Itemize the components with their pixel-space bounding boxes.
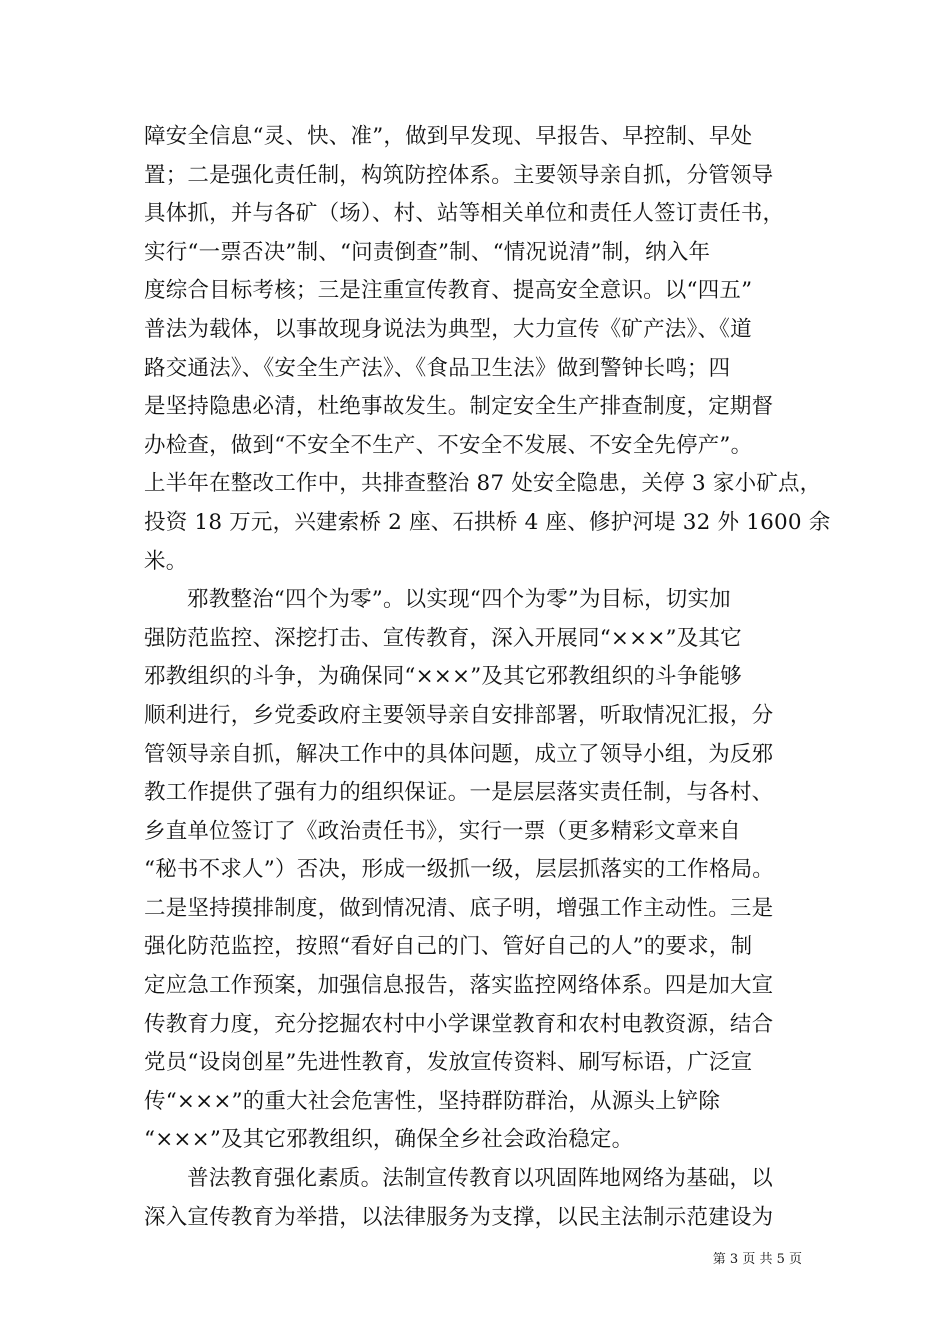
text-line: 办检查，做到“不安全不生产、不安全不发展、不安全先停产”。 [144,432,753,458]
page-footer: 第 3 页 共 5 页 [712,1252,802,1267]
paragraph-start-line: 邪教整治“四个为零”。以实现“四个为零”为目标，切实加 [187,587,731,613]
text-line: 顺利进行，乡党委政府主要领导亲自安排部署，听取情况汇报，分 [144,702,774,728]
text-line: 置；二是强化责任制，构筑防控体系。主要领导亲自抓，分管领导 [144,162,774,188]
text-line: 具体抓，并与各矿（场）、村、站等相关单位和责任人签订责任书， [144,201,785,227]
text-line: 教工作提供了强有力的组织保证。一是层层落实责任制，与各村、 [144,780,774,806]
text-line: 米。 [144,548,188,574]
text-line: 传教育力度，充分挖掘农村中小学课堂教育和农村电教资源，结合 [144,1011,774,1037]
text-line: 普法为载体，以事故现身说法为典型，大力宣传《矿产法》、《道 [144,316,752,342]
text-line: 邪教组织的斗争，为确保同“×××”及其它邪教组织的斗争能够 [144,664,742,690]
text-line: 管领导亲自抓，解决工作中的具体问题，成立了领导小组，为反邪 [144,741,774,767]
text-line: 乡直单位签订了《政治责任书》，实行一票（更多精彩文章来自 [144,818,741,844]
text-line: 传“×××”的重大社会危害性，坚持群防群治，从源头上铲除 [144,1088,721,1114]
text-line: 实行“一票否决”制、“问责倒查”制、“情况说清”制，纳入年 [144,239,711,265]
text-line: “×××”及其它邪教组织，确保全乡社会政治稳定。 [144,1127,634,1153]
text-line: 路交通法》、《安全生产法》、《食品卫生法》做到警钟长鸣；四 [144,355,731,381]
text-line: 二是坚持摸排制度，做到情况清、底子明，增强工作主动性。三是 [144,895,774,921]
text-line: 定应急工作预案，加强信息报告，落实监控网络体系。四是加大宣 [144,973,774,999]
paragraph-start-line: 普法教育强化素质。法制宣传教育以巩固阵地网络为基础，以 [187,1166,773,1192]
text-line: 度综合目标考核；三是注重宣传教育、提高安全意识。以“四五” [144,278,753,304]
text-line: 投资 18 万元，兴建索桥 2 座、石拱桥 4 座、修护河堤 32 外 1600 余 [144,509,831,535]
text-line: 上半年在整改工作中，共排查整治 87 处安全隐患，关停 3 家小矿点， [144,471,822,497]
text-line: 强化防范监控，按照“看好自己的门、管好自己的人”的要求，制 [144,934,753,960]
text-line: 深入宣传教育为举措，以法律服务为支撑，以民主法制示范建设为 [144,1204,774,1230]
text-line: 党员“设岗创星”先进性教育，发放宣传资料、刷写标语，广泛宣 [144,1050,753,1076]
text-line: 强防范监控、深挖打击、宣传教育，深入开展同“×××”及其它 [144,625,742,651]
text-line: 是坚持隐患必清，杜绝事故发生。制定安全生产排查制度，定期督 [144,394,774,420]
body-text [144,118,831,1237]
text-line: “秘书不求人”）否决，形成一级抓一级，层层抓落实的工作格局。 [144,857,774,883]
text-line: 障安全信息“灵、快、准”，做到早发现、早报告、早控制、早处 [144,124,753,149]
